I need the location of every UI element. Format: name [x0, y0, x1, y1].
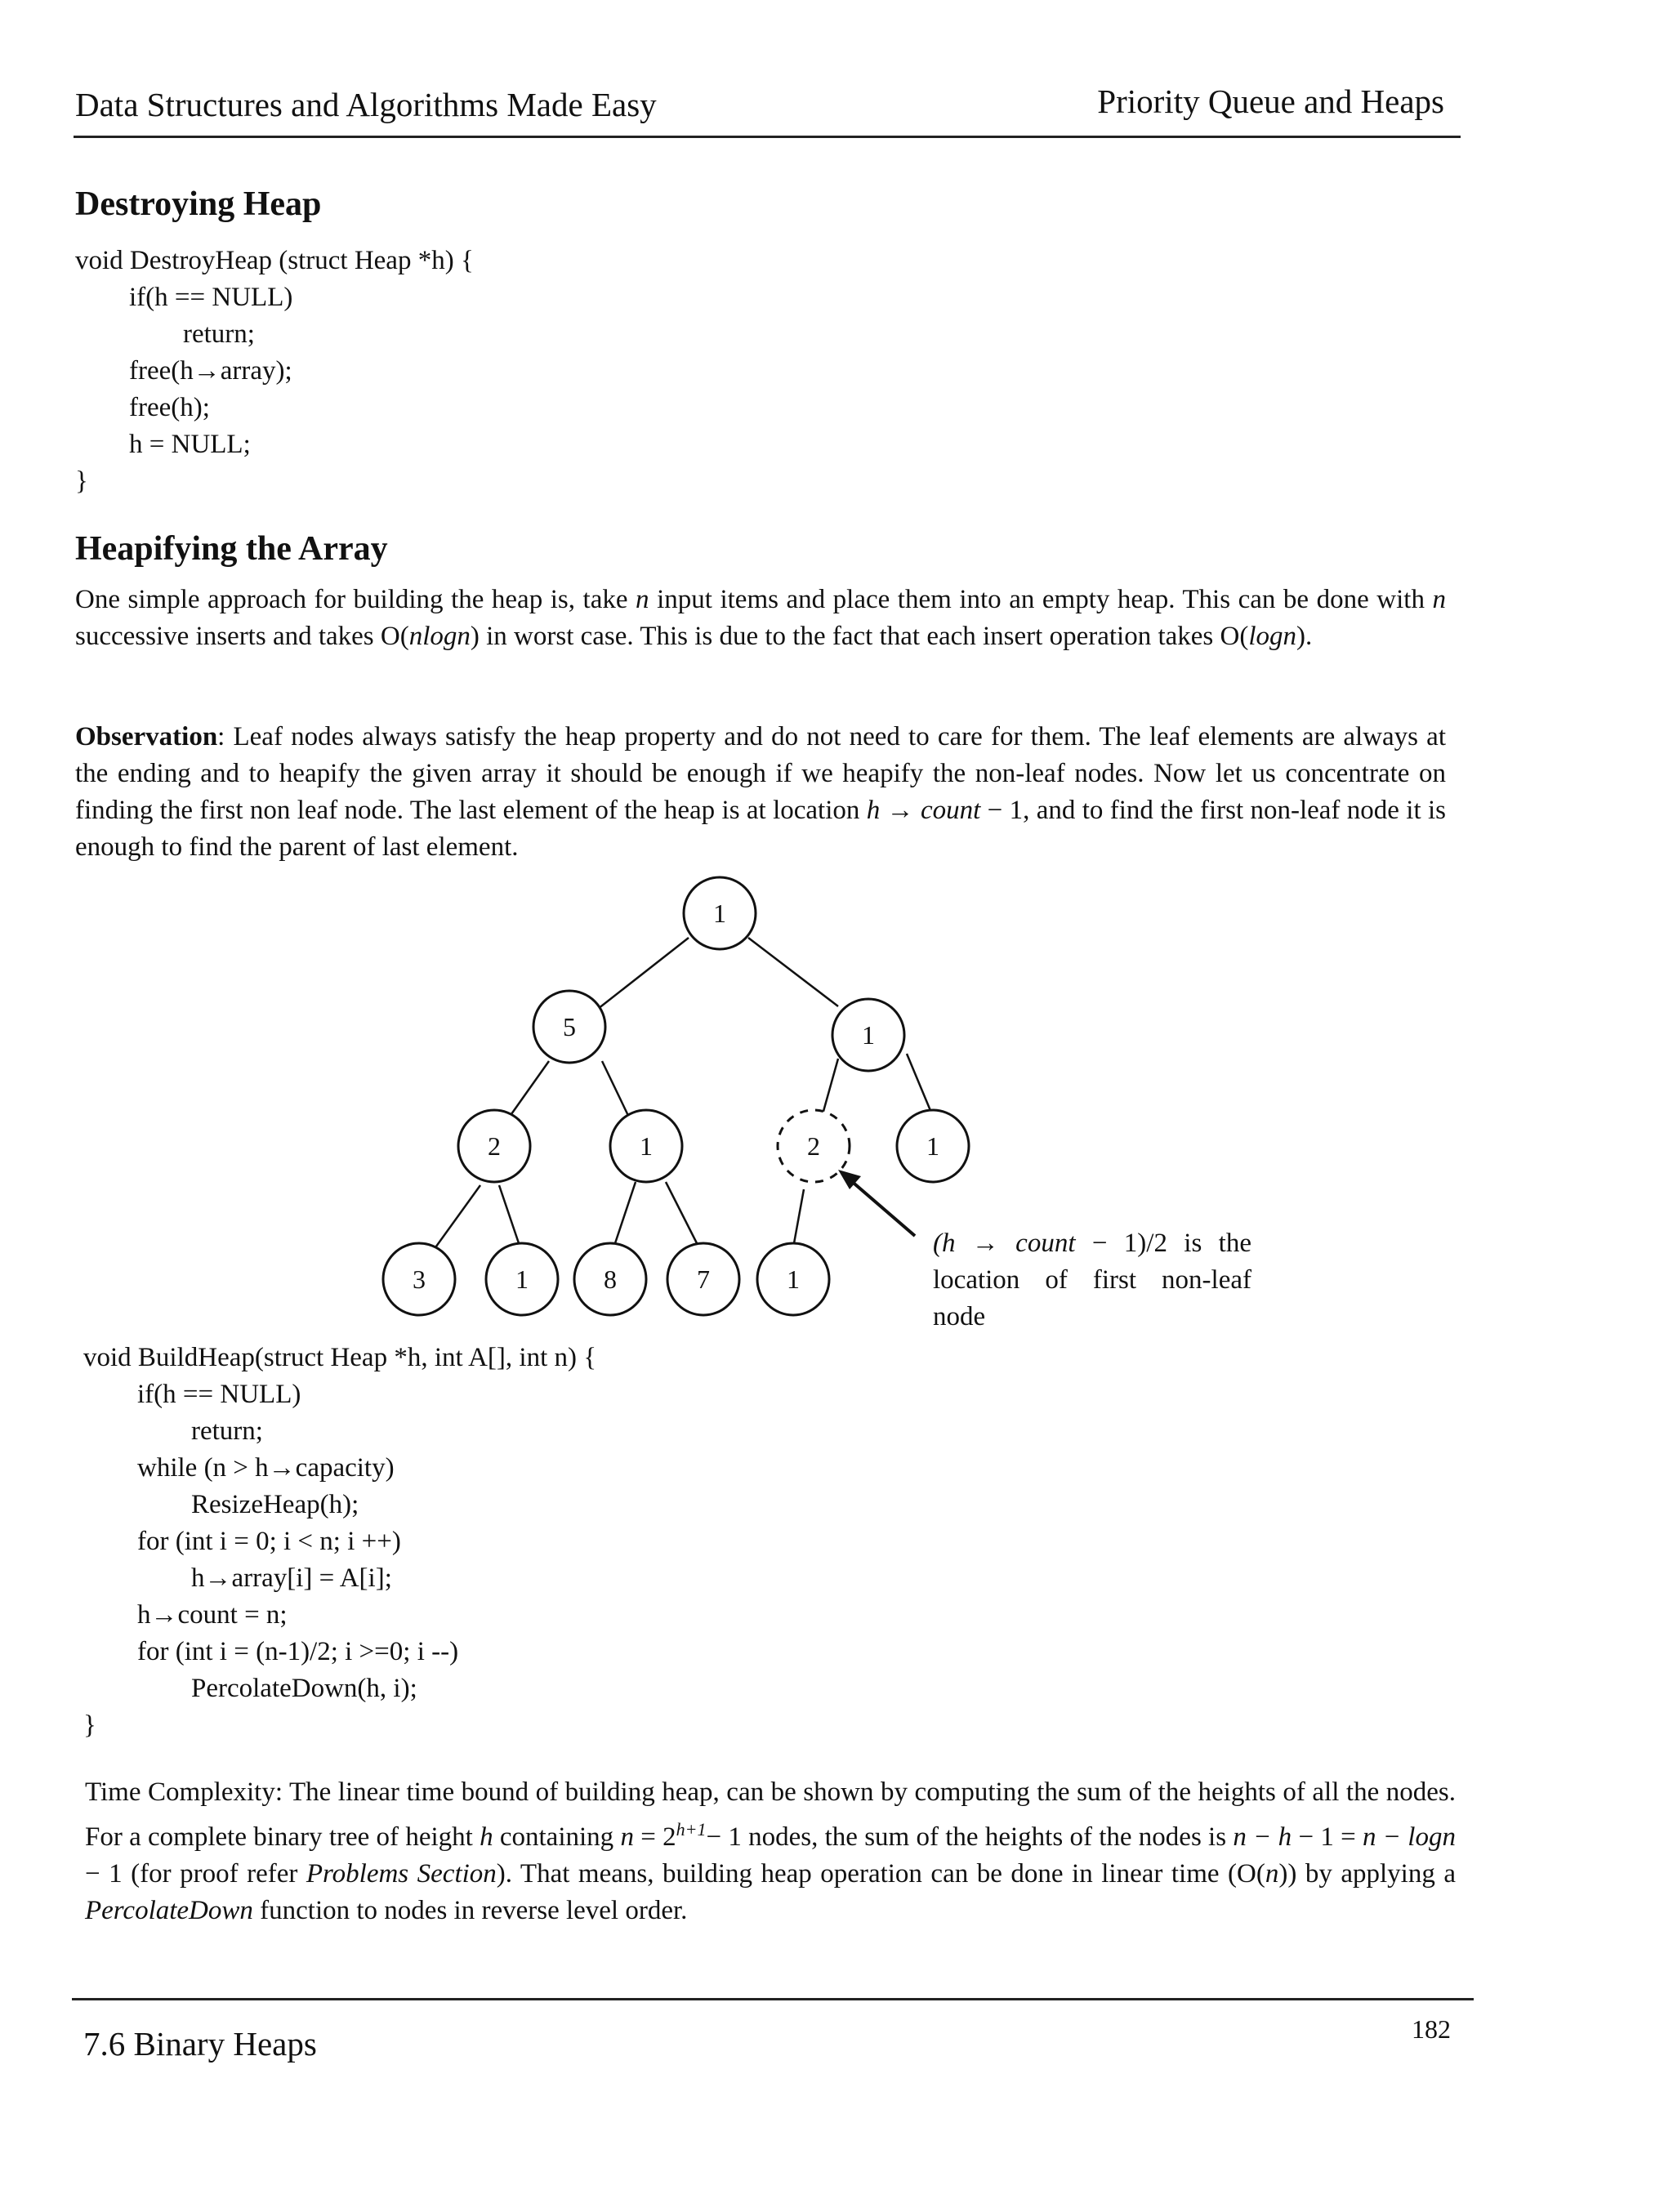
tree-nodes: [383, 877, 969, 1315]
book-title: Data Structures and Algorithms Made Easy: [75, 86, 657, 123]
tree-edge: [748, 938, 838, 1006]
tree-labels: [413, 899, 939, 1294]
node-label: 5: [563, 1012, 576, 1041]
tree-edge: [434, 1185, 480, 1250]
code-line: }: [75, 466, 88, 496]
code-line: h→array[i] = A[i];: [83, 1563, 392, 1593]
node-label: 7: [697, 1264, 710, 1294]
section-heading-destroying-heap: Destroying Heap: [75, 185, 322, 223]
node-label: 3: [413, 1264, 426, 1294]
code-line: if(h == NULL): [75, 283, 293, 312]
tree-edge: [602, 1061, 631, 1122]
code-line: h→count = n;: [83, 1600, 288, 1630]
code-line: void BuildHeap(struct Heap *h, int A[], int n) {: [83, 1343, 597, 1372]
tree-edge: [598, 938, 689, 1009]
code-line: }: [83, 1710, 96, 1740]
footer-section-title: 7.6 Binary Heaps: [83, 2025, 317, 2063]
node-label: 1: [862, 1020, 875, 1050]
tree-edges: [434, 938, 931, 1250]
paragraph-time-complexity: Time Complexity: The linear time bound of building heap, can be shown by computing the sum of the heights of all the nodes. For a complete binary tree of height h containing $n = 2^{h+1}- 1$ nodes, the sum of the heights of the nodes is n − h − 1 = n − logn − 1 (for proof refer Problems Section). That means, building heap operation can be done in linear time (O(n)) by applying a PercolateDown function to nodes in reverse level order.: [85, 1777, 1456, 1925]
node-label: 1: [713, 899, 726, 928]
chapter-title: Priority Queue and Heaps: [1097, 83, 1444, 120]
code-line: if(h == NULL): [83, 1380, 301, 1409]
code-line: return;: [83, 1416, 263, 1446]
node-label: 8: [604, 1264, 617, 1294]
node-label: 1: [926, 1131, 939, 1161]
tree-edge: [615, 1182, 636, 1243]
code-line: free(h→array);: [75, 356, 292, 386]
code-line: free(h);: [75, 393, 210, 422]
node-label: 2: [488, 1131, 501, 1161]
tree-edge: [666, 1182, 697, 1243]
code-line: for (int i = 0; i < n; i ++): [83, 1527, 401, 1556]
node-label: 2: [807, 1131, 820, 1161]
page-number: 182: [1412, 2014, 1451, 2044]
tree-edge: [794, 1189, 804, 1243]
footer-rule: [72, 1998, 1474, 2000]
code-line: while (n > h→capacity): [83, 1453, 395, 1483]
tree-edge: [499, 1185, 519, 1243]
first-non-leaf-annotation: (h → count − 1)/2 is the location of first non-leaf node: [933, 1229, 1251, 1331]
code-line: ResizeHeap(h);: [83, 1490, 359, 1519]
section-heading-heapifying: Heapifying the Array: [75, 530, 388, 568]
observation-label: Observation: [75, 722, 218, 751]
arrow-to-first-non-leaf: [838, 1170, 915, 1236]
code-line: void DestroyHeap (struct Heap *h) {: [75, 246, 474, 275]
code-line: PercolateDown(h, i);: [83, 1674, 417, 1703]
paragraph-observation: Observation: Leaf nodes always satisfy the heap property and do not need to care for them. The leaf elements are always at the ending and to heapify the given array it should be enough if we heapify the non-leaf nodes. Now let us concentrate on finding the first non leaf node. The last element of the heap is at location h → count − 1, and to find the first non-leaf node it is enough to find the parent of last element.: [75, 722, 1446, 862]
code-line: return;: [75, 319, 255, 349]
tree-edge: [907, 1054, 931, 1113]
node-label: 1: [787, 1264, 800, 1294]
code-line: for (int i = (n-1)/2; i >=0; i --): [83, 1637, 459, 1666]
node-label: 1: [640, 1131, 653, 1161]
tree-edge: [823, 1059, 838, 1114]
code-line: h = NULL;: [75, 430, 251, 459]
build-heap-code: [83, 1340, 596, 1744]
node-label: 1: [515, 1264, 529, 1294]
paragraph-simple-approach: One simple approach for building the heap is, take n input items and place them into an empty heap. This can be done with n successive inserts and takes O(nlogn) in worst case. This is due to the fact that each insert operation takes O(logn).: [75, 585, 1446, 651]
